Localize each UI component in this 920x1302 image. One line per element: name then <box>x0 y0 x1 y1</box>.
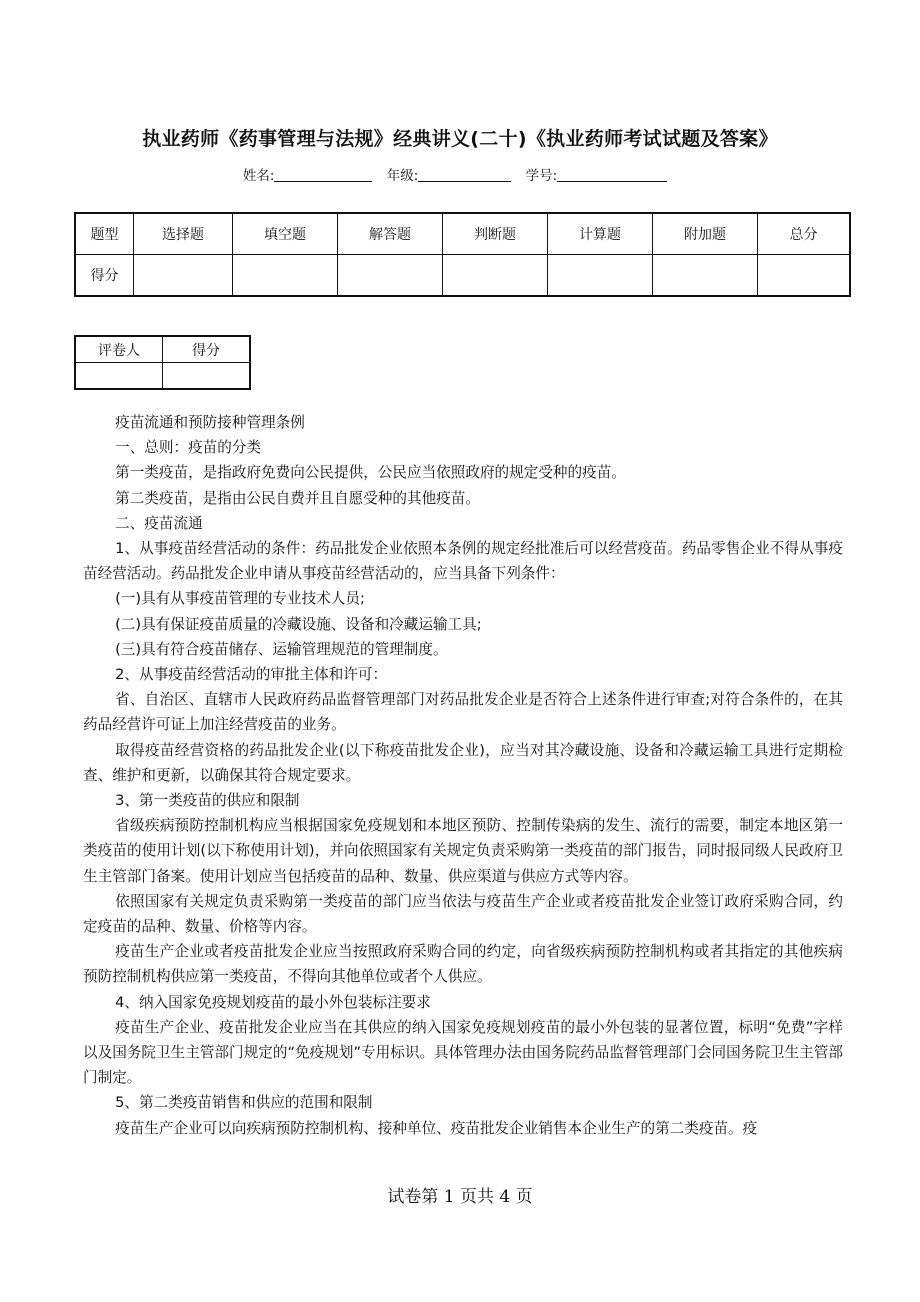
header-cell: 计算题 <box>548 213 653 255</box>
grader-score-header: 得分 <box>163 336 251 363</box>
grader-table <box>74 335 251 390</box>
paragraph: 第一类疫苗，是指政府免费向公民提供，公民应当依照政府的规定受种的疫苗。 <box>115 464 626 482</box>
score-row-label: 得分 <box>75 255 134 297</box>
paragraph: (二)具有保证疫苗质量的冷藏设施、设备和冷藏运输工具; <box>115 615 482 633</box>
paragraph: 二、疫苗流通 <box>115 514 203 532</box>
score-row <box>75 255 850 297</box>
grader-header: 评卷人 <box>75 336 163 363</box>
header-cell: 选择题 <box>134 213 233 255</box>
name-label: 姓名: <box>242 168 275 184</box>
document-body <box>83 410 843 1141</box>
paragraph: 依照国家有关规定负责采购第一类疫苗的部门应当依法与疫苗生产企业或者疫苗批发企业签订政府采购合同，约定疫苗的品种、数量、价格等内容。 <box>83 892 843 936</box>
score-cell[interactable] <box>653 255 758 297</box>
paragraph: 5、第二类疫苗销售和供应的范围和限制 <box>115 1094 373 1112</box>
grade-field[interactable] <box>418 167 511 182</box>
paragraph: 一、总则：疫苗的分类 <box>115 439 262 457</box>
paragraph: (一)具有从事疫苗管理的专业技术人员; <box>115 590 365 608</box>
paragraph: 第二类疫苗，是指由公民自费并且自愿受种的其他疫苗。 <box>115 489 480 507</box>
grader-score-cell[interactable] <box>163 363 251 390</box>
paragraph: 4、纳入国家免疫规划疫苗的最小外包装标注要求 <box>115 993 431 1011</box>
paragraph: 3、第一类疫苗的供应和限制 <box>115 792 300 810</box>
header-cell: 附加题 <box>653 213 758 255</box>
paragraph: (三)具有符合疫苗储存、运输管理规范的管理制度。 <box>115 640 448 658</box>
paragraph: 疫苗生产企业可以向疾病预防控制机构、接种单位、疫苗批发企业销售本企业生产的第二类疫苗。疫 <box>115 1119 758 1137</box>
header-cell: 题型 <box>75 213 134 255</box>
student-id-field[interactable] <box>557 167 667 182</box>
paragraph: 1、从事疫苗经营活动的条件：药品批发企业依照本条例的规定经批准后可以经营疫苗。药品零售企业不得从事疫苗经营活动。药品批发企业申请从事疫苗经营活动的，应当具备下列条件： <box>83 540 843 583</box>
student-info-line <box>0 164 920 184</box>
grade-label: 年级: <box>386 168 419 184</box>
score-table-header-row <box>75 213 850 255</box>
header-cell: 判断题 <box>443 213 548 255</box>
name-field[interactable] <box>274 167 372 182</box>
document-title: 执业药师《药事管理与法规》经典讲义(二十)《执业药师考试试题及答案》 <box>142 128 778 150</box>
header-cell: 解答题 <box>338 213 443 255</box>
grader-cell[interactable] <box>75 363 163 390</box>
score-table <box>74 212 851 297</box>
student-id-label: 学号: <box>525 168 558 184</box>
score-cell[interactable] <box>233 255 338 297</box>
page-footer: 试卷第 1 页共 4 页 <box>387 1187 533 1207</box>
header-cell: 填空题 <box>233 213 338 255</box>
score-cell[interactable] <box>758 255 851 297</box>
header-cell: 总分 <box>758 213 851 255</box>
paragraph: 2、从事疫苗经营活动的审批主体和许可： <box>115 666 388 684</box>
paragraph: 疫苗流通和预防接种管理条例 <box>115 414 305 431</box>
score-cell[interactable] <box>548 255 653 297</box>
score-cell[interactable] <box>443 255 548 297</box>
paragraph: 省级疾病预防控制机构应当根据国家免疫规划和本地区预防、控制传染病的发生、流行的需要，制定本地区第一类疫苗的使用计划(以下称使用计划)，并向依照国家有关规定负责采购第一类疫苗的部门报告，同时报同级人民政府卫生主管部门备案。使用计划应当包括疫苗的品种、数量、供应渠道与供应方式等内容。 <box>83 817 843 885</box>
score-cell[interactable] <box>134 255 233 297</box>
paragraph: 省、自治区、直辖市人民政府药品监督管理部门对药品批发企业是否符合上述条件进行审查;对符合条件的，在其药品经营许可证上加注经营疫苗的业务。 <box>83 691 843 734</box>
paragraph: 疫苗生产企业或者疫苗批发企业应当按照政府采购合同的约定，向省级疾病预防控制机构或者其指定的其他疾病预防控制机构供应第一类疫苗，不得向其他单位或者个人供应。 <box>83 943 843 986</box>
paragraph: 疫苗生产企业、疫苗批发企业应当在其供应的纳入国家免疫规划疫苗的最小外包装的显著位置，标明“免费”字样以及国务院卫生主管部门规定的“免疫规划”专用标识。具体管理办法由国务院药品监督管理部门会同国务院卫生主管部门制定。 <box>83 1018 843 1087</box>
score-cell[interactable] <box>338 255 443 297</box>
paragraph: 取得疫苗经营资格的药品批发企业(以下称疫苗批发企业)，应当对其冷藏设施、设备和冷藏运输工具进行定期检查、维护和更新，以确保其符合规定要求。 <box>83 741 843 784</box>
